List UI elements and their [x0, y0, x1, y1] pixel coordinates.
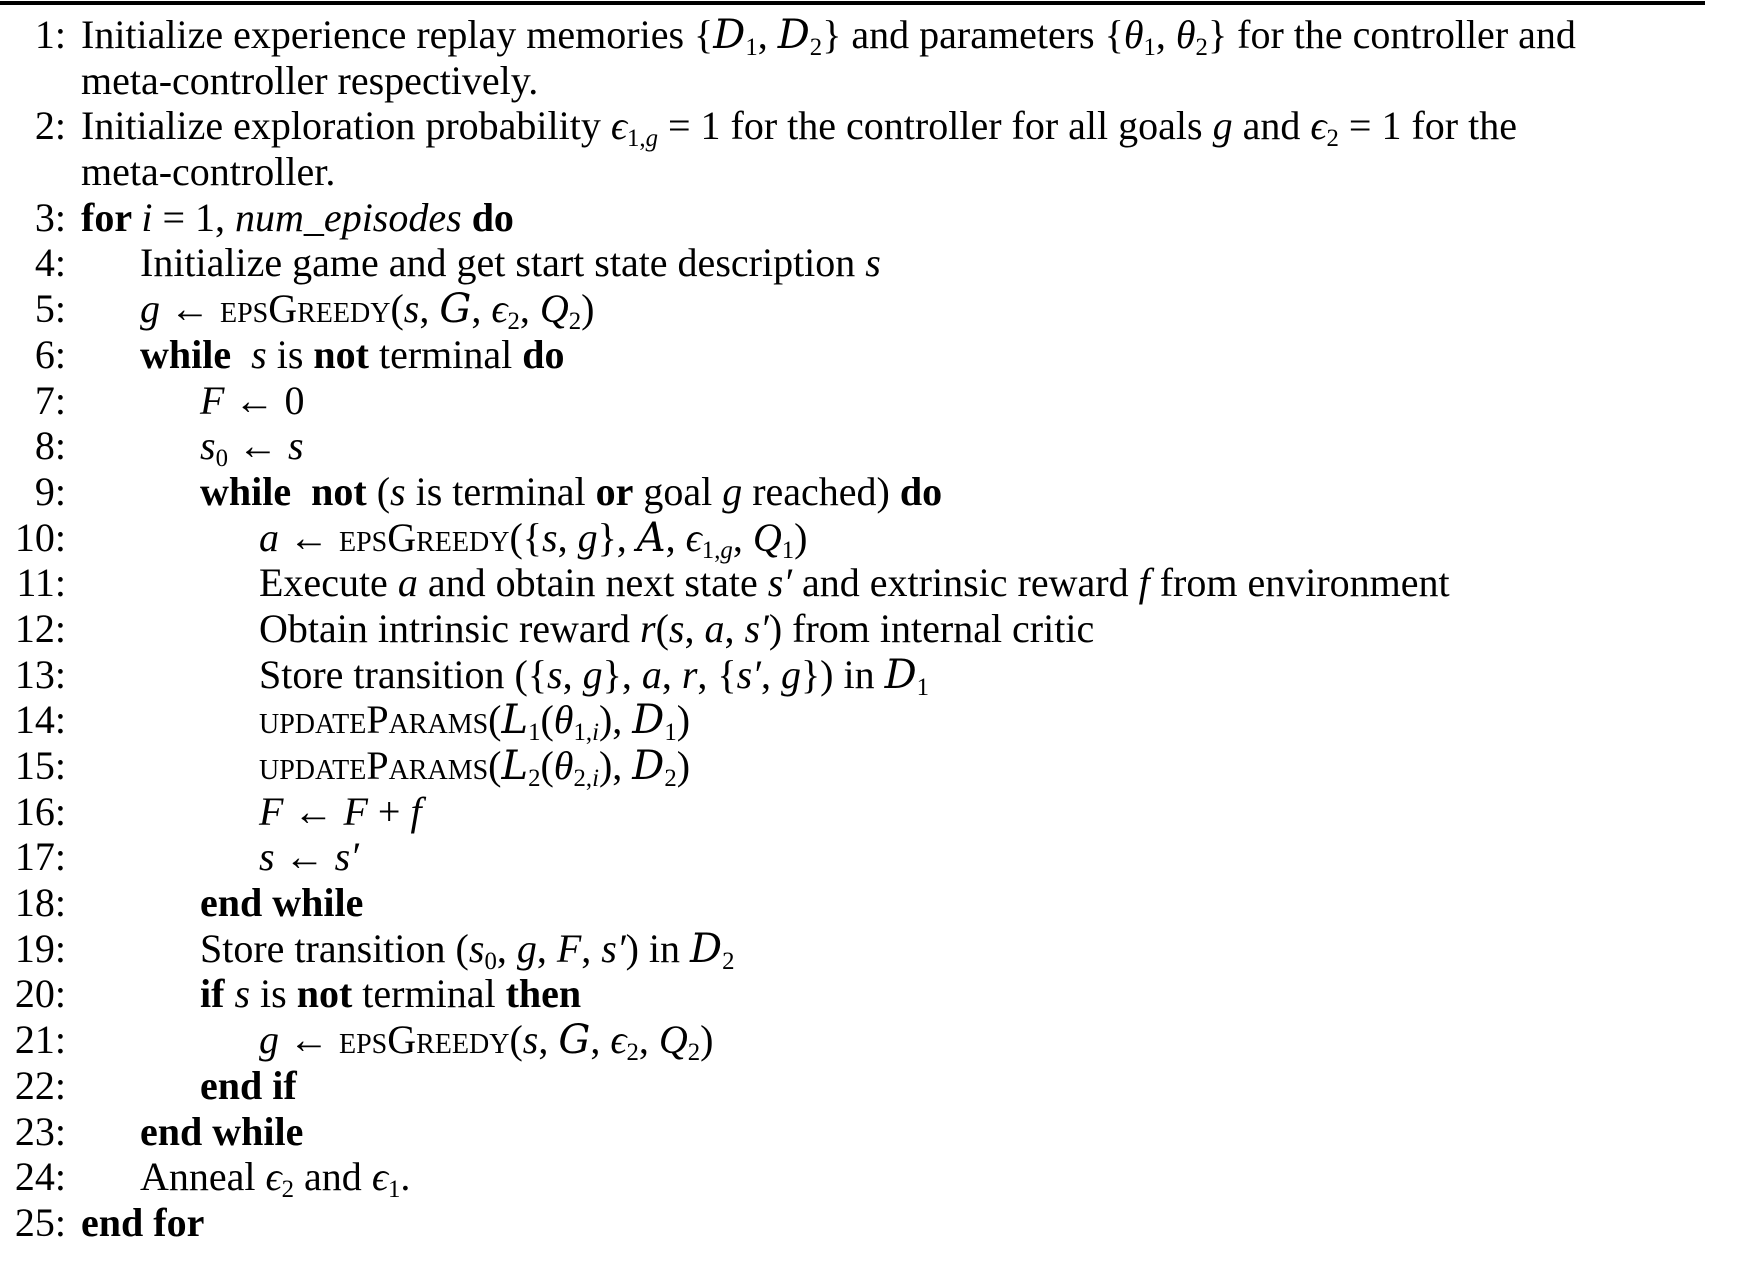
- algo-line: [0, 880, 1740, 926]
- text-run: ({: [509, 514, 542, 560]
- subscript: 2: [507, 308, 520, 336]
- math-variable: a: [259, 514, 279, 560]
- math-variable: g: [577, 514, 598, 560]
- text-run: Obtain intrinsic reward: [259, 605, 640, 651]
- math-variable: s: [200, 423, 216, 469]
- line-content: [66, 1017, 714, 1067]
- algo-line: [0, 1063, 1740, 1109]
- text-run: goal: [633, 468, 723, 514]
- text-run: is terminal: [405, 468, 596, 514]
- line-number: 21:: [14, 1017, 66, 1063]
- keyword: do: [461, 194, 514, 240]
- math-variable: F: [259, 788, 284, 834]
- math-variable: num_episodes: [235, 194, 462, 240]
- text-run: ,: [496, 925, 517, 971]
- line-number: 6:: [34, 331, 66, 377]
- subscript: 1: [664, 719, 677, 747]
- keyword: not: [296, 971, 353, 1017]
- text-run: (: [488, 697, 502, 743]
- text-run: ,: [581, 925, 602, 971]
- line-content: [66, 971, 581, 1017]
- line-number: 7:: [34, 377, 66, 423]
- function-name: updateParams: [259, 743, 489, 788]
- subscript: 2: [1326, 125, 1339, 153]
- subscript: 2: [626, 1039, 639, 1067]
- script-letter: D: [632, 697, 665, 744]
- text-run: = 1,: [152, 194, 236, 240]
- text-run: +: [367, 788, 411, 834]
- line-content: [66, 423, 304, 473]
- text-run: ) in: [625, 925, 691, 971]
- text-run: = 1 for the controller for all goals: [657, 103, 1213, 149]
- function-name: epsGreedy: [220, 286, 391, 332]
- math-variable: s: [390, 468, 406, 514]
- math-variable: s: [259, 834, 275, 880]
- text-run: ←: [279, 1017, 339, 1063]
- math-variable: s: [234, 971, 251, 1017]
- line-number: 3:: [34, 194, 66, 240]
- text-run: , {: [697, 651, 737, 697]
- text-run: ): [581, 286, 595, 332]
- line-number: 14:: [14, 697, 66, 743]
- line-number: 19:: [14, 925, 66, 971]
- text-run: (: [376, 468, 391, 514]
- line-content: [66, 103, 1517, 153]
- algo-line-continuation: [0, 149, 1740, 195]
- subscript: 2: [687, 1039, 701, 1067]
- text-run: ,: [419, 286, 440, 332]
- subscript: 1: [916, 673, 930, 701]
- text-run: ←: [227, 423, 288, 469]
- keyword: while not: [200, 468, 377, 514]
- text-run: ): [676, 743, 691, 788]
- algo-line: [0, 651, 1740, 701]
- line-number: 11:: [16, 560, 66, 606]
- keyword: or: [595, 468, 634, 514]
- math-variable: a: [641, 651, 662, 697]
- subscript: 1: [387, 1176, 401, 1204]
- math-variable: a: [704, 605, 725, 651]
- math-variable: g: [259, 1017, 279, 1063]
- math-variable: s: [668, 605, 685, 651]
- text-run: (: [540, 743, 554, 788]
- line-content: [66, 880, 363, 926]
- algo-line: [0, 743, 1740, 792]
- text-run: ,: [519, 286, 540, 332]
- keyword: end for: [81, 1199, 205, 1245]
- algo-line: [0, 606, 1740, 652]
- line-number: 20:: [14, 971, 66, 1017]
- line-number: 12:: [14, 605, 66, 651]
- keyword: do: [522, 331, 565, 377]
- line-number: 2:: [34, 103, 66, 149]
- text-run: ,: [536, 925, 557, 971]
- text-run: ,: [471, 286, 492, 332]
- math-variable: F: [343, 788, 368, 834]
- math-variable: F: [200, 377, 225, 423]
- text-run: (: [509, 1017, 523, 1063]
- text-run: ) from internal critic: [768, 605, 1095, 651]
- math-variable: s′: [601, 925, 626, 971]
- algo-line: [0, 103, 1740, 153]
- text-run: ): [794, 514, 808, 560]
- algo-line: [0, 560, 1740, 606]
- math-variable: s: [522, 1017, 539, 1063]
- line-content: [66, 469, 942, 515]
- line-content: [66, 149, 335, 195]
- keyword: end while: [200, 880, 364, 926]
- subscript: 2: [809, 33, 823, 61]
- script-letter: D: [632, 743, 665, 789]
- math-variable: s′: [334, 834, 359, 880]
- math-variable: θ: [553, 743, 574, 788]
- line-content: [66, 332, 565, 378]
- math-variable: ϵ: [371, 1154, 388, 1200]
- subscript: i: [592, 764, 599, 792]
- text-run: } for the controller and: [1207, 12, 1576, 57]
- text-run: .: [400, 1154, 411, 1200]
- subscript: 1,: [573, 719, 593, 747]
- script-letter: D: [777, 12, 810, 58]
- math-variable: g: [1212, 103, 1233, 149]
- algo-line: [0, 469, 1740, 515]
- math-variable: Q: [752, 514, 782, 560]
- text-run: and extrinsic reward: [792, 560, 1139, 606]
- math-variable: ϵ: [610, 103, 627, 149]
- text-run: ),: [598, 697, 633, 743]
- script-letter: D: [713, 12, 746, 58]
- text-run: Initialize game and get start state description: [140, 240, 866, 286]
- algo-line: [0, 971, 1740, 1017]
- line-number: 16:: [14, 788, 66, 834]
- script-letter: D: [690, 925, 723, 972]
- math-variable: s: [403, 286, 420, 332]
- line-content: [66, 514, 808, 564]
- text-run: terminal: [352, 971, 506, 1017]
- line-number: 24:: [14, 1154, 66, 1200]
- text-run: ,: [684, 605, 705, 651]
- line-content: [66, 240, 881, 286]
- math-variable: i: [141, 194, 153, 240]
- algo-line: [0, 423, 1740, 473]
- function-name: updateParams: [259, 697, 489, 743]
- algo-line: [0, 240, 1740, 286]
- math-variable: θ: [553, 697, 574, 743]
- text-run: ←: [283, 788, 344, 834]
- subscript: 1: [528, 719, 541, 747]
- function-name: epsGreedy: [339, 1017, 510, 1063]
- text-run: = 1 for the: [1338, 103, 1517, 149]
- math-variable: g: [140, 286, 160, 332]
- line-content: [66, 12, 1576, 61]
- text-run: is: [266, 331, 314, 377]
- math-variable: ϵ: [265, 1154, 282, 1200]
- subscript: g: [720, 536, 733, 564]
- text-run: Initialize exploration probability: [81, 103, 611, 149]
- line-content: [66, 834, 359, 880]
- subscript: g: [645, 125, 658, 153]
- algo-line: [0, 195, 1740, 241]
- text-run: from environment: [1149, 560, 1450, 606]
- math-variable: s′: [744, 605, 769, 651]
- line-content: [66, 1109, 303, 1155]
- line-content: [66, 606, 1094, 652]
- math-variable: Q: [539, 286, 569, 332]
- line-content: [66, 1063, 297, 1109]
- algo-line-continuation: [0, 58, 1740, 104]
- line-content: [66, 195, 514, 241]
- text-run: (: [488, 743, 502, 788]
- line-number: 8:: [34, 423, 66, 469]
- text-run: ,: [661, 651, 682, 697]
- line-content: [66, 789, 422, 835]
- subscript: 1: [1143, 33, 1156, 61]
- line-number: 13:: [14, 651, 66, 697]
- text-run: ,: [724, 605, 745, 651]
- math-variable: s: [251, 331, 267, 377]
- text-run: and: [1232, 103, 1311, 149]
- subscript: 1,: [626, 125, 646, 153]
- math-variable: f: [410, 788, 422, 834]
- algorithm-top-rule: [0, 1, 1705, 5]
- subscript: 2,: [573, 764, 593, 792]
- math-variable: g: [582, 651, 603, 697]
- text-run: ,: [760, 651, 781, 697]
- subscript: 2: [568, 308, 582, 336]
- line-content: [66, 743, 691, 792]
- text-run: ),: [598, 743, 633, 788]
- text-run: ,: [757, 12, 778, 57]
- subscript: 2: [528, 764, 541, 792]
- text-run: (: [390, 286, 404, 332]
- subscript: 0: [215, 445, 228, 473]
- math-variable: s′: [736, 651, 761, 697]
- algo-line: [0, 789, 1740, 835]
- text-run: ← 0: [224, 377, 305, 423]
- line-content: [66, 286, 595, 336]
- text-run: Anneal: [140, 1154, 266, 1200]
- line-number: 15:: [14, 743, 66, 788]
- line-content: [66, 925, 735, 975]
- algo-line: [0, 12, 1740, 61]
- keyword: end while: [140, 1108, 304, 1154]
- math-variable: s: [865, 240, 881, 286]
- text-run: ,: [732, 514, 753, 560]
- subscript: 1: [745, 33, 758, 61]
- script-letter: L: [501, 697, 529, 744]
- subscript: 2: [281, 1176, 295, 1204]
- text-run: ,: [538, 1017, 559, 1063]
- text-run: ): [700, 1017, 714, 1063]
- text-run: Store transition ({: [259, 651, 548, 697]
- line-number: 1:: [34, 12, 66, 57]
- subscript: 1,: [701, 536, 721, 564]
- math-variable: g: [780, 651, 801, 697]
- text-run: and obtain next state: [417, 560, 768, 606]
- math-variable: f: [1138, 560, 1150, 606]
- keyword: if: [200, 971, 235, 1017]
- math-variable: g: [722, 468, 743, 514]
- line-content: [66, 1200, 204, 1246]
- script-letter: G: [439, 286, 472, 333]
- text-run: ,: [1155, 12, 1176, 57]
- keyword: not: [313, 331, 369, 377]
- line-number: 4:: [34, 240, 66, 286]
- line-number: [0, 58, 66, 104]
- algo-line: [0, 697, 1740, 747]
- text-run: },: [602, 651, 642, 697]
- text-run: },: [597, 514, 637, 560]
- text-run: ): [676, 697, 691, 743]
- line-content: [66, 651, 930, 701]
- text-run: terminal: [368, 331, 523, 377]
- math-variable: s: [287, 423, 304, 469]
- math-variable: a: [397, 560, 418, 606]
- text-run: ,: [590, 1017, 611, 1063]
- math-variable: r: [640, 605, 656, 651]
- keyword: do: [899, 468, 943, 514]
- math-variable: θ: [1123, 12, 1144, 57]
- line-number: 17:: [14, 834, 66, 880]
- algo-line: [0, 378, 1740, 424]
- text-run: Initialize experience replay memories {: [81, 12, 714, 57]
- line-content: [66, 1154, 411, 1204]
- text-run: meta-controller respectively.: [81, 57, 539, 103]
- subscript: 2: [664, 764, 677, 792]
- keyword: for: [81, 194, 142, 240]
- text-run: and: [294, 1154, 372, 1200]
- subscript: 2: [722, 947, 735, 975]
- algo-line: [0, 332, 1740, 378]
- text-run: ←: [279, 514, 339, 560]
- math-variable: ϵ: [1310, 103, 1327, 149]
- text-run: ←: [160, 286, 220, 332]
- line-content: [66, 378, 304, 424]
- line-number: 18:: [14, 880, 66, 926]
- line-content: [66, 560, 1450, 606]
- algo-line: [0, 1154, 1740, 1204]
- math-variable: s: [468, 925, 485, 971]
- line-number: 22:: [14, 1062, 66, 1108]
- math-variable: θ: [1175, 12, 1196, 57]
- line-number: 10:: [14, 514, 66, 560]
- text-run: }) in: [800, 651, 885, 697]
- math-variable: ϵ: [491, 286, 508, 332]
- text-run: reached): [742, 468, 900, 514]
- text-run: (: [655, 605, 669, 651]
- text-run: ,: [562, 651, 583, 697]
- line-number: [0, 149, 66, 195]
- subscript: 1: [781, 536, 795, 564]
- algo-line: [0, 925, 1740, 975]
- script-letter: D: [884, 651, 917, 698]
- math-variable: s: [542, 514, 558, 560]
- text-run: is: [250, 971, 297, 1017]
- keyword: while: [140, 331, 252, 377]
- math-variable: g: [516, 925, 537, 971]
- text-run: Execute: [259, 560, 398, 606]
- text-run: ←: [274, 834, 335, 880]
- text-run: meta-controller.: [81, 149, 336, 195]
- math-variable: ϵ: [610, 1017, 627, 1063]
- algo-line: [0, 286, 1740, 336]
- keyword: end if: [200, 1062, 297, 1108]
- algo-line: [0, 1017, 1740, 1067]
- text-run: ,: [638, 1017, 659, 1063]
- script-letter: A: [636, 514, 666, 561]
- text-run: ,: [665, 514, 686, 560]
- algo-line: [0, 834, 1740, 880]
- math-variable: s: [547, 651, 563, 697]
- script-letter: L: [501, 743, 529, 789]
- text-run: Store transition (: [200, 925, 469, 971]
- text-run: (: [540, 697, 554, 743]
- function-name: epsGreedy: [339, 514, 510, 560]
- algo-line: [0, 1109, 1740, 1155]
- text-run: ,: [557, 514, 578, 560]
- line-number: 9:: [34, 468, 66, 514]
- subscript: 0: [484, 947, 497, 975]
- line-content: [66, 697, 691, 747]
- math-variable: s′: [767, 560, 793, 606]
- math-variable: r: [681, 651, 698, 697]
- line-number: 5:: [34, 286, 66, 332]
- line-number: 25:: [14, 1199, 66, 1245]
- keyword: then: [505, 971, 582, 1017]
- line-number: 23:: [14, 1108, 66, 1154]
- text-run: } and parameters {: [822, 12, 1124, 57]
- algo-line: [0, 514, 1740, 564]
- subscript: 2: [1195, 33, 1208, 61]
- subscript: i: [592, 719, 599, 747]
- script-letter: G: [558, 1017, 591, 1064]
- line-content: [66, 58, 538, 104]
- math-variable: Q: [658, 1017, 688, 1063]
- math-variable: F: [556, 925, 582, 971]
- algo-line: [0, 1200, 1740, 1246]
- math-variable: ϵ: [685, 514, 702, 560]
- algorithm-listing: [0, 12, 1740, 1246]
